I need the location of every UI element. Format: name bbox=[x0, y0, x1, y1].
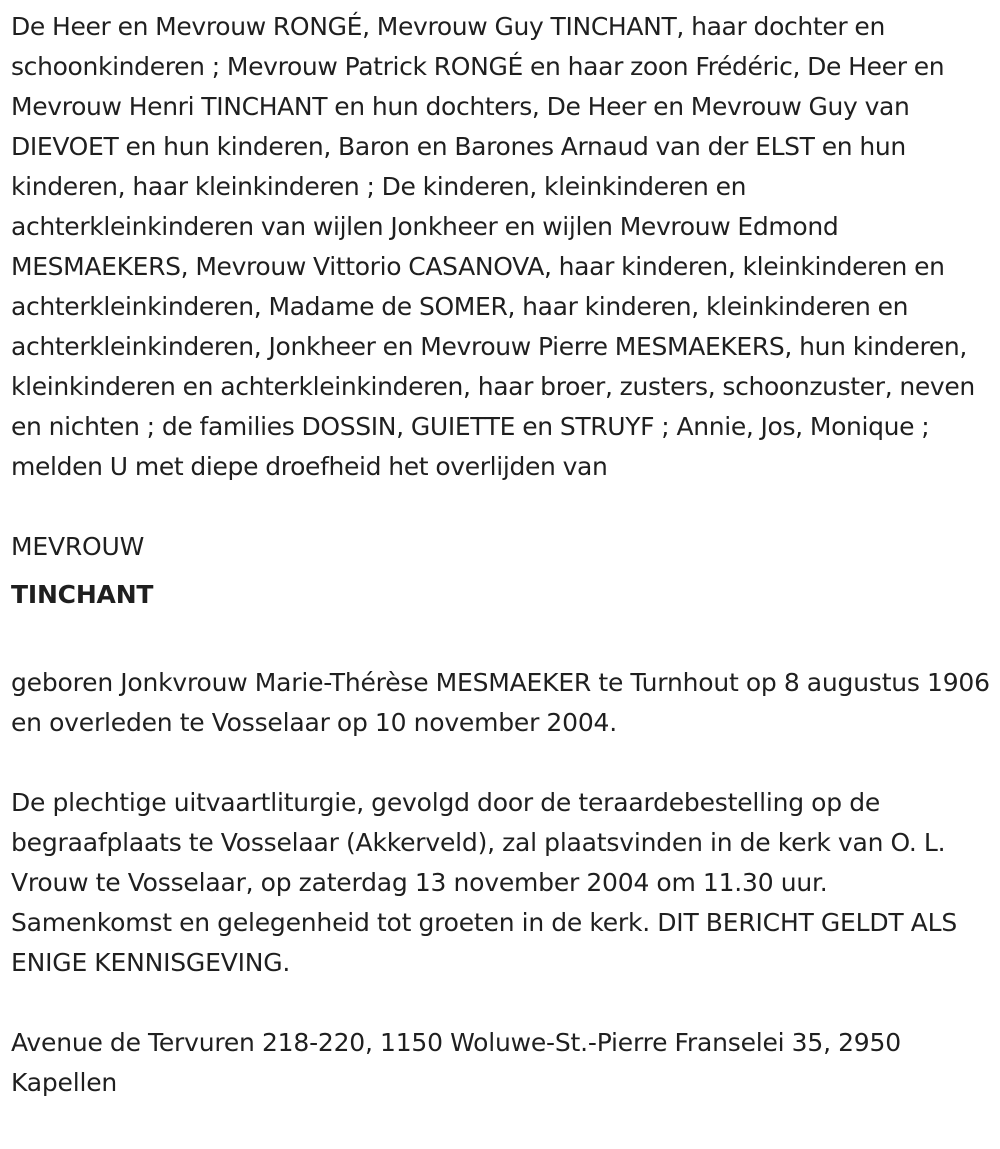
death-notice bbox=[11, 7, 991, 1103]
deceased-title: MEVROUW bbox=[11, 532, 145, 561]
spacer bbox=[11, 623, 991, 663]
deceased-name: TINCHANT bbox=[11, 580, 154, 609]
spacer bbox=[11, 743, 991, 783]
spacer bbox=[11, 983, 991, 1023]
addresses-paragraph: Avenue de Tervuren 218-220, 1150 Woluwe-St.-Pierre Franselei 35, 2950 Kapellen bbox=[11, 1028, 901, 1097]
funeral-paragraph: De plechtige uitvaartliturgie, gevolgd door de teraardebestelling op de begraafplaats te Vosselaar (Akkerveld), zal plaatsvinden in de kerk van O. L. Vrouw te Vosselaar, op zaterdag 13 november 2004 om 11.30 uur. Samenkomst en gelegenheid tot groeten in de kerk. DIT BERICHT GELDT ALS ENIGE KENNISGEVING. bbox=[11, 788, 958, 977]
spacer bbox=[11, 487, 991, 527]
birth-death-paragraph: geboren Jonkvrouw Marie-Thérèse MESMAEKER te Turnhout op 8 augustus 1906 en overleden te Vosselaar op 10 november 2004. bbox=[11, 668, 990, 737]
family-intro-paragraph: De Heer en Mevrouw RONGÉ, Mevrouw Guy TINCHANT, haar dochter en schoonkinderen ; Mevrouw Patrick RONGÉ en haar zoon Frédéric, De Heer en Mevrouw Henri TINCHANT en hun dochters, De Heer en Mevrouw Guy van DIEVOET en hun kinderen, Baron en Barones Arnaud van der ELST en hun kinderen, haar kleinkinderen ; De kinderen, kleinkinderen en achterkleinkinderen van wijlen Jonkheer en wijlen Mevrouw Edmond MESMAEKERS, Mevrouw Vittorio CASANOVA, haar kinderen, kleinkinderen en achterkleinkinderen, Madame de SOMER, haar kinderen, kleinkinderen en achterkleinkinderen, Jonkheer en Mevrouw Pierre MESMAEKERS, hun kinderen, kleinkinderen en achterkleinkinderen, haar broer, zusters, schoonzuster, neven en nichten ; de families DOSSIN, GUIETTE en STRUYF ; Annie, Jos, Monique ; melden U met diepe droefheid het overlijden van bbox=[11, 12, 975, 481]
